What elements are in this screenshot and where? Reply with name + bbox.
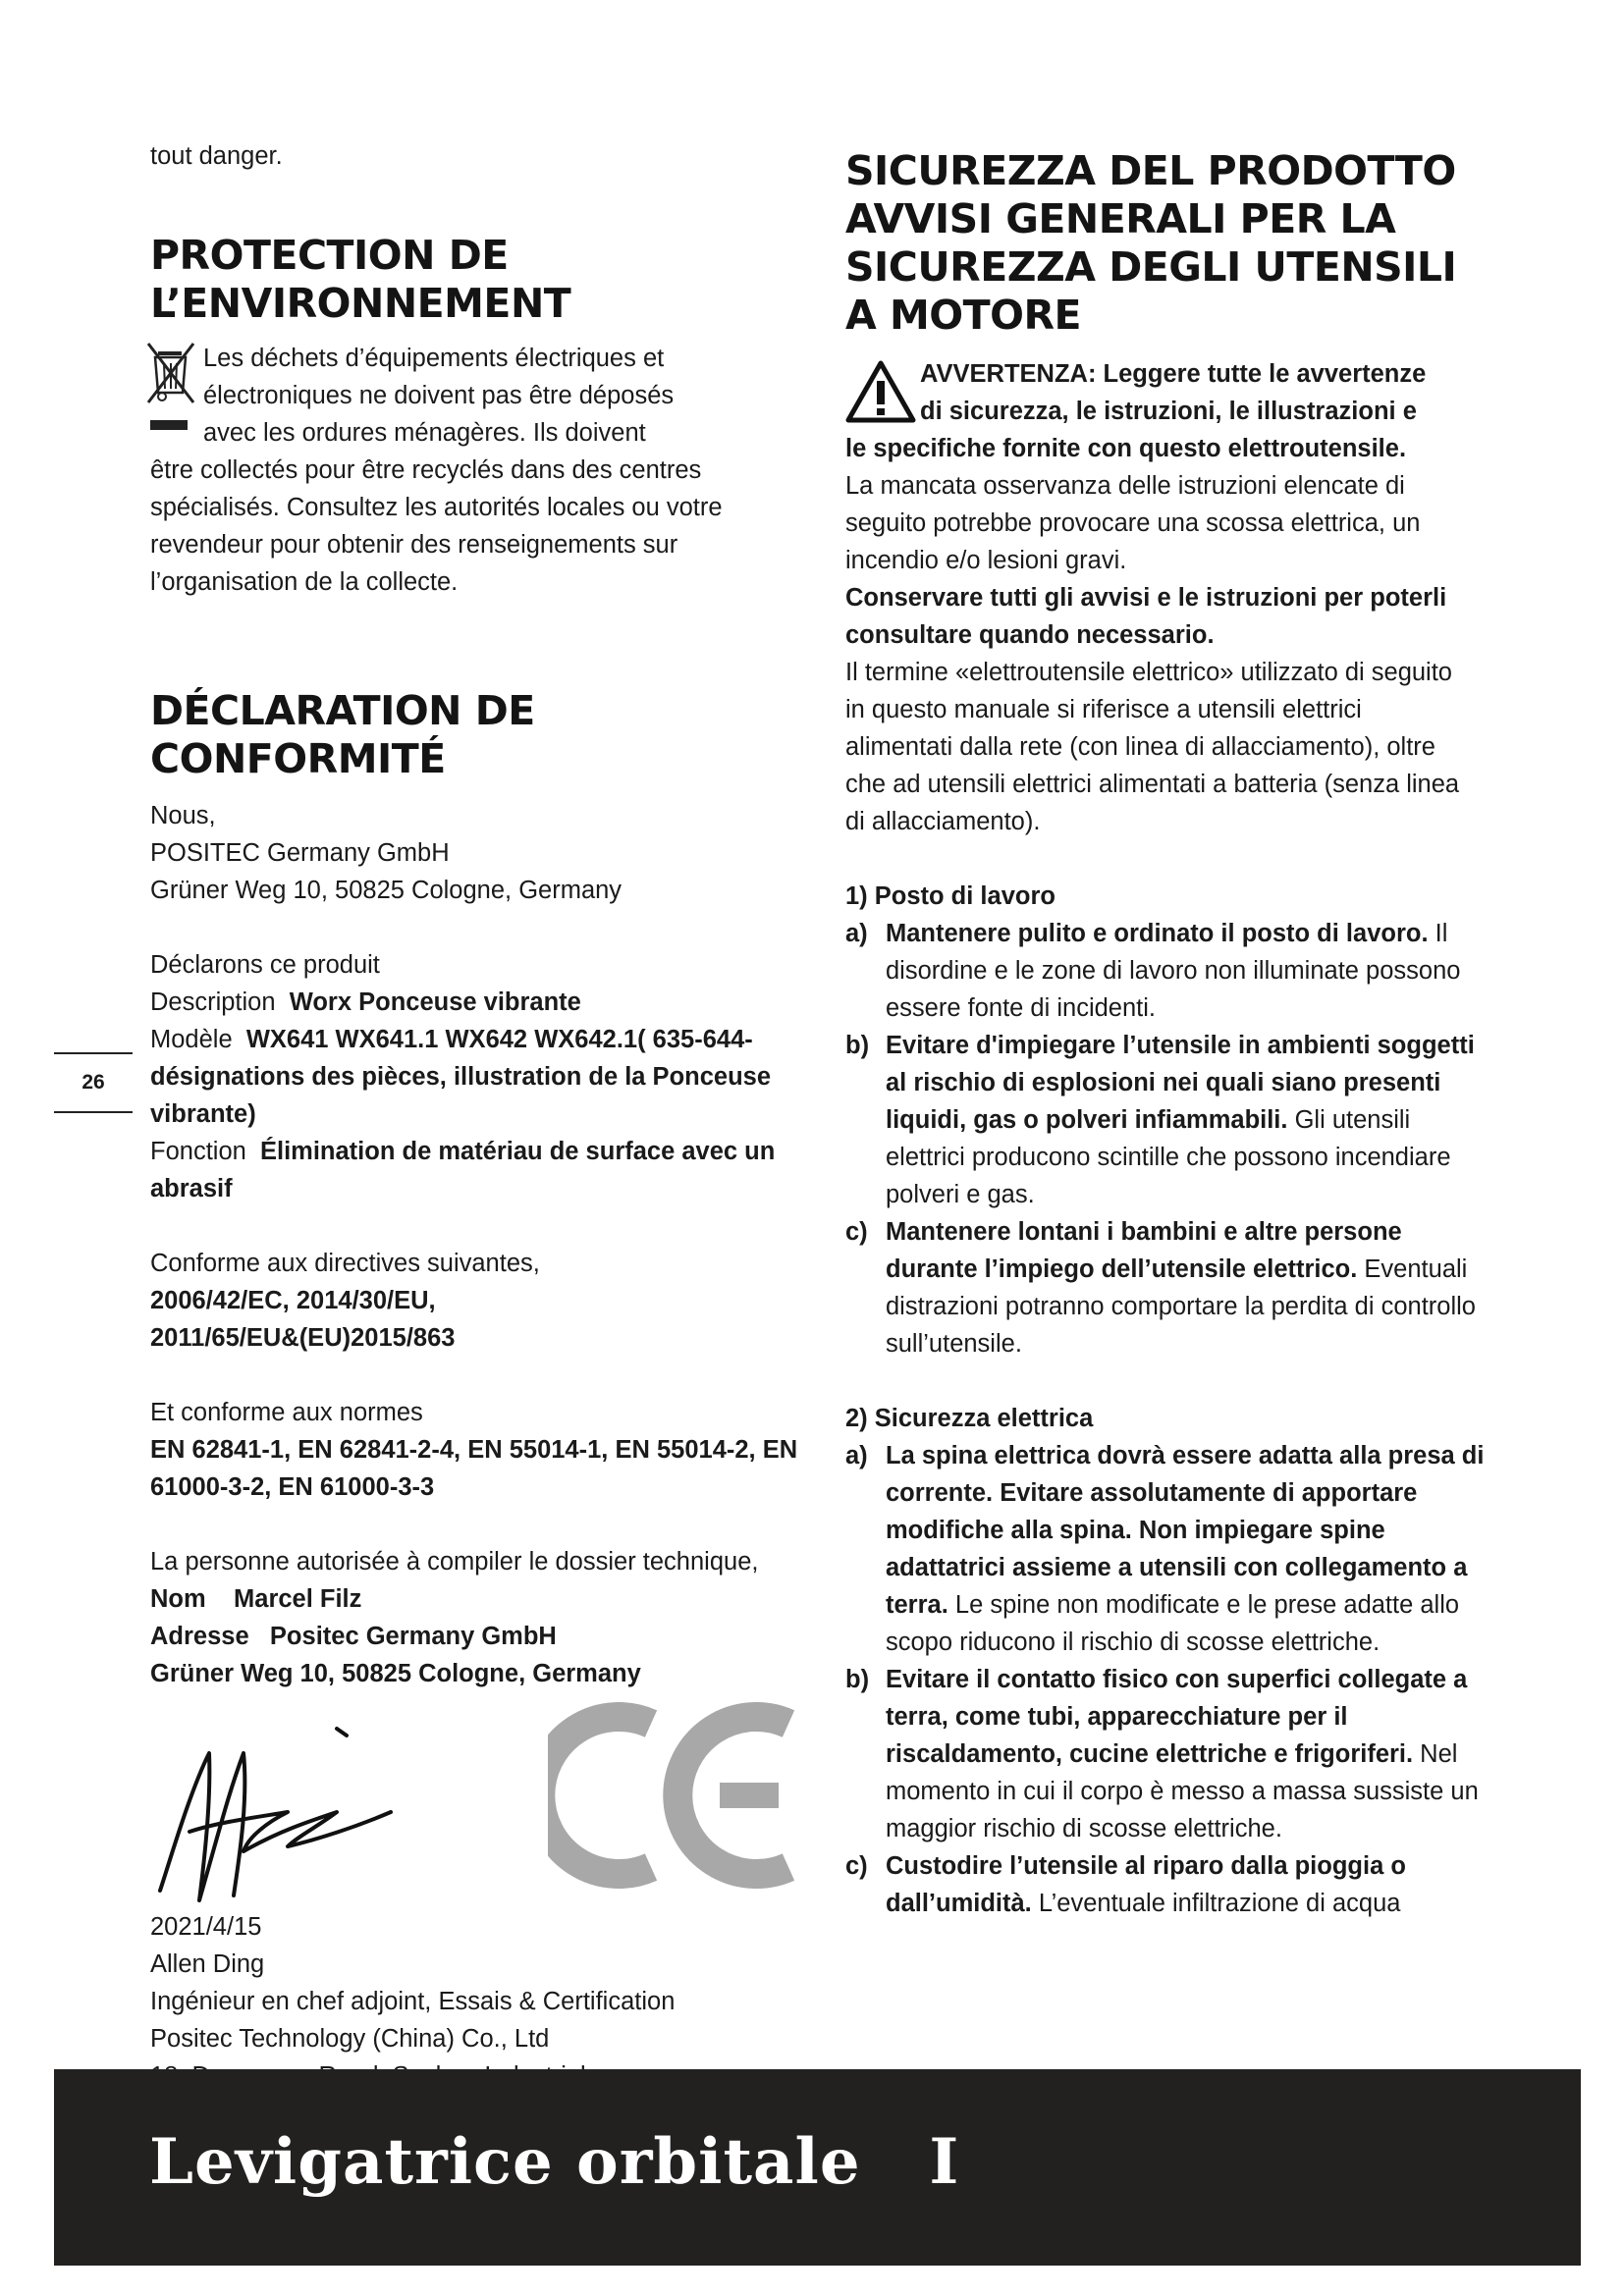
s2-item-b-bold: Evitare il contatto fisico con superfici collegate a terra, come tubi, apparecchiature per il riscaldamento, cucine elettriche e frigoriferi. [886, 1666, 1468, 1768]
env-line-1: Les déchets d’équipements électriques et [203, 345, 665, 372]
left-column [150, 137, 798, 2132]
function-label: Fonction [150, 1138, 246, 1165]
s1-item-c [845, 1213, 1493, 1362]
safety-heading: SICUREZZA DEL PRODOTTO AVVISI GENERALI PER LA SICUREZZA DEGLI UTENSILI A MOTORE [845, 147, 1457, 339]
s2-item-c [845, 1847, 1493, 1922]
term-definition: Il termine «elettroutensile elettrico» utilizzato di seguito in questo manuale si riferisce a utensili elettrici alimentati dalla rete (con linea di allacciamento), oltre che ad utensili elettrici alimentati a batteria (senza linea di allacciamento). [845, 659, 1460, 835]
s2-item-c-bold: Custodire l’utensile al riparo dalla pioggia o dall’umidità. [886, 1852, 1406, 1917]
directives-list: 2006/42/EC, 2014/30/EU, 2011/65/EU&(EU)2015/863 [150, 1287, 456, 1352]
decl-address: Grüner Weg 10, 50825 Cologne, Germany [150, 877, 623, 904]
env-line-4: être collectés pour être recyclés dans des centres [150, 456, 702, 484]
warning-triangle-icon [845, 359, 916, 424]
description-label: Description [150, 988, 276, 1016]
signer-company: Positec Technology (China) Co., Ltd [150, 2025, 550, 2053]
s2-item-a-bold: La spina elettrica dovrà essere adatta alla presa di corrente. Evitare assolutamente di apportare modifiche alla spina. Non impiegare spine adattatrici assieme a utensili con collegamento a terra. [886, 1442, 1485, 1619]
nom-value: Marcel Filz [234, 1585, 362, 1613]
signer-title: Ingénieur en chef adjoint, Essais & Certification [150, 1988, 676, 2015]
s1-item-a-label: a) [845, 920, 868, 947]
description-value: Worx Ponceuse vibrante [289, 988, 581, 1016]
model-value: WX641 WX641.1 WX642 WX642.1( 635-644- désignations des pièces, illustration de la Ponceuse vibrante) [150, 1026, 772, 1128]
s1-item-c-text: Eventuali distrazioni potranno comportare la perdita di controllo sull’utensile. [886, 1255, 1476, 1358]
s1-item-a [845, 915, 1493, 1027]
environment-heading: PROTECTION DE L’ENVIRONNEMENT [150, 232, 571, 327]
model-label: Modèle [150, 1026, 233, 1053]
decl-company: POSITEC Germany GmbH [150, 839, 450, 867]
s1-item-c-label: c) [845, 1218, 868, 1246]
s1-item-a-bold: Mantenere pulito e ordinato il posto di lavoro. [886, 920, 1429, 947]
footer-title: Levigatrice orbitale I [149, 2125, 960, 2199]
ce-mark [548, 1702, 803, 1898]
warning-line-1: AVVERTENZA: Leggere tutte le avvertenze [920, 360, 1427, 388]
s1-item-a-text: Il disordine e le zone di lavoro non illuminate possono essere fonte di incidenti. [886, 920, 1461, 1022]
s2-item-b [845, 1661, 1493, 1847]
norms-intro: Et conforme aux normes [150, 1399, 423, 1426]
s2-item-b-text: Nel momento in cui il corpo è messo a massa sussiste un maggior rischio di scosse elettriche. [886, 1740, 1479, 1842]
signer-date: 2021/4/15 [150, 1913, 262, 1941]
warning-line-3: le specifiche fornite con questo elettroutensile. [845, 435, 1407, 462]
footer-band [54, 2069, 1581, 2266]
warning-text: La mancata osservanza delle istruzioni elencate di seguito potrebbe provocare una scossa elettrica, un incendio e/o lesioni gravi. [845, 472, 1421, 574]
keep-instructions: Conservare tutti gli avvisi e le istruzioni per poterli consultare quando necessario. [845, 584, 1447, 649]
environment-section [150, 340, 798, 601]
decl-nous: Nous, [150, 802, 216, 829]
intro-text: tout danger. [150, 142, 283, 170]
decl-function [150, 1133, 798, 1207]
s1-item-b-label: b) [845, 1032, 870, 1059]
s2-item-c-label: c) [845, 1852, 868, 1880]
signer-name: Allen Ding [150, 1950, 265, 1978]
env-line-2: électroniques ne doivent pas être déposés [203, 382, 675, 409]
env-line-3: avec les ordures ménagères. Ils doivent [203, 419, 646, 447]
s2-item-a-text: Le spine non modificate e le prese adatte allo scopo riducono il rischio di scosse elettriche. [886, 1591, 1460, 1656]
s1-item-b [845, 1027, 1493, 1213]
authorized-name [150, 1580, 798, 1618]
s2-item-a [845, 1437, 1493, 1661]
authorized-address [150, 1618, 798, 1655]
right-column [845, 147, 1493, 1922]
decl-declarons: Déclarons ce produit [150, 951, 380, 979]
decl-model [150, 1021, 798, 1133]
s2-item-b-label: b) [845, 1666, 870, 1693]
signature [150, 1714, 406, 1910]
adresse-value: Positec Germany GmbH [269, 1623, 557, 1650]
adresse-label: Adresse [150, 1623, 249, 1650]
declaration-heading: DÉCLARATION DE CONFORMITÉ [150, 687, 535, 782]
env-line-7: l’organisation de la collecte. [150, 568, 459, 596]
s1-item-c-bold: Mantenere lontani i bambini e altre persone durante l’impiego dell’utensile elettrico. [886, 1218, 1402, 1283]
page-number: 26 [81, 1071, 105, 1094]
s2-item-a-label: a) [845, 1442, 868, 1469]
authorized-address-line2: Grüner Weg 10, 50825 Cologne, Germany [150, 1660, 641, 1687]
s1-item-b-bold: Evitare d'impiegare l’utensile in ambienti soggetti al rischio di esplosioni nei quali siano presenti liquidi, gas o polveri infiammabili. [886, 1032, 1475, 1134]
authorized-intro: La personne autorisée à compiler le dossier technique, [150, 1548, 759, 1575]
decl-description [150, 984, 798, 1021]
env-line-5: spécialisés. Consultez les autorités locales ou votre [150, 494, 723, 521]
directives-intro: Conforme aux directives suivantes, [150, 1250, 540, 1277]
weee-bin-icon [146, 342, 195, 440]
warning-line-2: di sicurezza, le istruzioni, le illustrazioni e [920, 398, 1417, 425]
section-1-title: 1) Posto di lavoro [845, 882, 1056, 910]
s1-item-b-text: Gli utensili elettrici producono scintille che possono incendiare polveri e gas. [886, 1106, 1451, 1208]
signature-area [150, 1692, 798, 1908]
s2-item-c-text: L’eventuale infiltrazione di acqua [1031, 1890, 1401, 1917]
ce-mark-icon [548, 1702, 803, 1889]
env-line-6: revendeur pour obtenir des renseignements sur [150, 531, 678, 559]
function-value: Élimination de matériau de surface avec un abrasif [150, 1138, 776, 1202]
nom-label: Nom [150, 1585, 206, 1613]
norms-list: EN 62841-1, EN 62841-2-4, EN 55014-1, EN 55014-2, EN 61000-3-2, EN 61000-3-3 [150, 1436, 798, 1501]
section-2-title: 2) Sicurezza elettrica [845, 1405, 1094, 1432]
page-number-marker [54, 1052, 133, 1113]
warning-block [845, 355, 1493, 467]
